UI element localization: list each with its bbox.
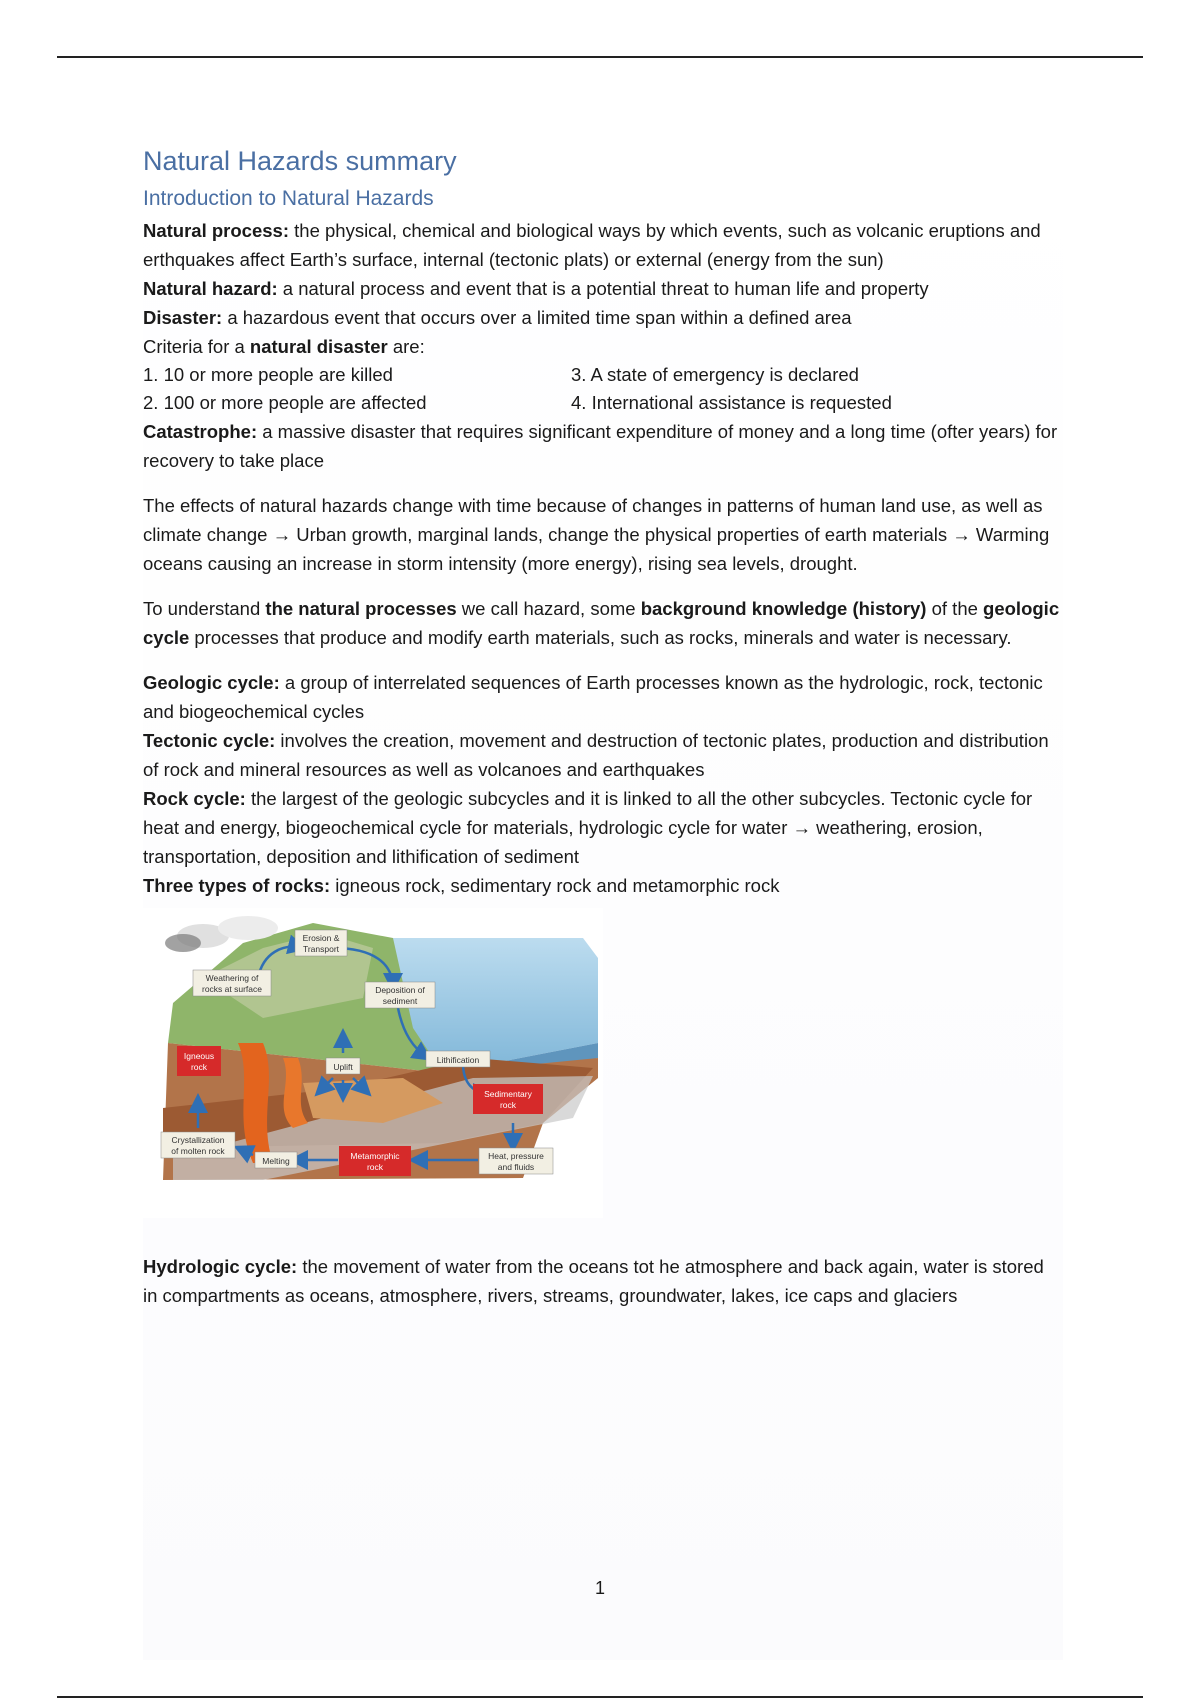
text-run: of the: [926, 598, 984, 619]
rock-cycle-figure: [143, 908, 603, 1218]
criteria-intro-bold: natural disaster: [249, 336, 388, 357]
label-deposition: [365, 982, 435, 1008]
definition-catastrophe: [143, 417, 1063, 475]
definition-disaster: [143, 303, 1063, 332]
criteria-intro-end: are:: [387, 336, 425, 357]
label-text: Crystallization: [171, 1135, 225, 1145]
label-text: Lithification: [436, 1055, 480, 1065]
term: Rock cycle:: [143, 788, 246, 809]
cloud: [165, 934, 201, 952]
label-lithification: [426, 1051, 490, 1067]
term: Tectonic cycle:: [143, 730, 276, 751]
label-text: sediment: [382, 996, 418, 1006]
definition-text: a hazardous event that occurs over a limited time span within a defined area: [222, 307, 852, 328]
label-text: Igneous: [183, 1051, 215, 1061]
label-erosion: [295, 930, 347, 956]
term: Disaster:: [143, 307, 223, 328]
label-text: Transport: [302, 944, 340, 954]
term: Geologic cycle:: [143, 672, 280, 693]
footer-rule: [57, 1696, 1143, 1698]
label-text: rock: [366, 1162, 384, 1172]
term: Three types of rocks:: [143, 875, 331, 896]
label-text: and fluids: [497, 1162, 535, 1172]
criteria-item: 2. 100 or more people are affected: [143, 392, 427, 413]
page-title: Natural Hazards summary: [143, 146, 457, 176]
criteria-item: 3. A state of emergency is declared: [571, 364, 859, 385]
understand-paragraph: [143, 594, 1063, 652]
definition-natural-hazard: [143, 274, 1063, 303]
definition-text: a natural process and event that is a potential threat to human life and property: [277, 278, 929, 299]
definition-text: involves the creation, movement and destruction of tectonic plates, production and distribution of rock and mineral resources as well as volcanoes and earthquakes: [143, 730, 1049, 780]
definition-text: a massive disaster that requires significant expenditure of money and a long time (ofter years) for recovery to take place: [143, 421, 1058, 471]
label-heat-pressure: [479, 1148, 553, 1174]
label-text: rock: [499, 1100, 517, 1110]
label-text: Erosion &: [302, 933, 340, 943]
criteria-list: [143, 361, 1063, 417]
criteria-item: 1. 10 or more people are killed: [143, 364, 393, 385]
label-text: Sedimentary: [484, 1089, 532, 1099]
bold-run: the natural processes: [265, 598, 457, 619]
section-heading: Introduction to Natural Hazards: [143, 187, 434, 210]
criteria-intro: [143, 332, 1063, 361]
definition-hydrologic-cycle: [143, 1252, 1063, 1310]
label-text: Weathering of: [205, 973, 259, 983]
label-text: Uplift: [333, 1062, 353, 1072]
term: Natural hazard:: [143, 278, 278, 299]
definition-tectonic-cycle: [143, 726, 1063, 784]
label-melting: [255, 1152, 297, 1168]
effects-paragraph: The effects of natural hazards change with time because of changes in patterns of human land use, as well as climate change → Urban growth, marginal lands, change the physical properties of earth materials → Warming oceans causing an increase in storm intensity (more energy), rising sea levels, drought.: [143, 495, 1050, 574]
definition-rock-types: [143, 871, 1063, 900]
definition-text: the movement of water from the oceans tot he atmosphere and back again, water is stored in compartments as oceans, atmosphere, rivers, streams, groundwater, lakes, ice caps and glaciers: [143, 1256, 1044, 1306]
criteria-item: 4. International assistance is requested: [571, 392, 892, 413]
definition-text: the largest of the geologic subcycles and it is linked to all the other subcycles. Tectonic cycle for heat and energy, biogeochemical cycle for materials, hydrologic cycle for water → weathering, erosion, transportation, deposition and lithification of sediment: [143, 788, 1033, 867]
label-text: of molten rock: [171, 1146, 225, 1156]
text-run: we call hazard, some: [456, 598, 641, 619]
label-text: rock: [190, 1062, 208, 1072]
criteria-intro-text: Criteria for a: [143, 336, 250, 357]
bold-run: geologic cycle: [143, 598, 1060, 648]
term: Natural process:: [143, 220, 289, 241]
label-text: Heat, pressure: [488, 1151, 544, 1161]
label-crystallization: [161, 1132, 235, 1158]
label-text: rocks at surface: [202, 984, 262, 994]
label-weathering: [193, 970, 271, 996]
definition-text: the physical, chemical and biological ways by which events, such as volcanic eruptions and erthquakes affect Earth’s surface, internal (tectonic plats) or external (energy from the sun): [143, 220, 1041, 270]
definition-geologic-cycle: [143, 668, 1063, 726]
page-number: 1: [594, 1578, 605, 1598]
bold-run: background knowledge (history): [640, 598, 927, 619]
label-text: Deposition of: [375, 985, 425, 995]
header-rule: [57, 56, 1143, 58]
definition-text: igneous rock, sedimentary rock and metamorphic rock: [330, 875, 780, 896]
definition-text: a group of interrelated sequences of Earth processes known as the hydrologic, rock, tectonic and biogeochemical cycles: [143, 672, 1043, 722]
text-run: To understand: [143, 598, 266, 619]
document-content: [143, 144, 1063, 1310]
label-uplift: [326, 1058, 360, 1074]
definition-natural-process: [143, 216, 1063, 274]
label-text: Metamorphic: [350, 1151, 400, 1161]
text-run: processes that produce and modify earth materials, such as rocks, minerals and water is necessary.: [189, 627, 1012, 648]
term: Hydrologic cycle:: [143, 1256, 298, 1277]
label-igneous-rock: [177, 1046, 221, 1076]
label-metamorphic-rock: [339, 1146, 411, 1176]
cloud: [218, 916, 278, 940]
label-sedimentary-rock: [473, 1084, 543, 1114]
term: Catastrophe:: [143, 421, 258, 442]
definition-rock-cycle: [143, 784, 1063, 871]
label-text: Melting: [262, 1156, 290, 1166]
rock-cycle-diagram: [143, 908, 603, 1218]
